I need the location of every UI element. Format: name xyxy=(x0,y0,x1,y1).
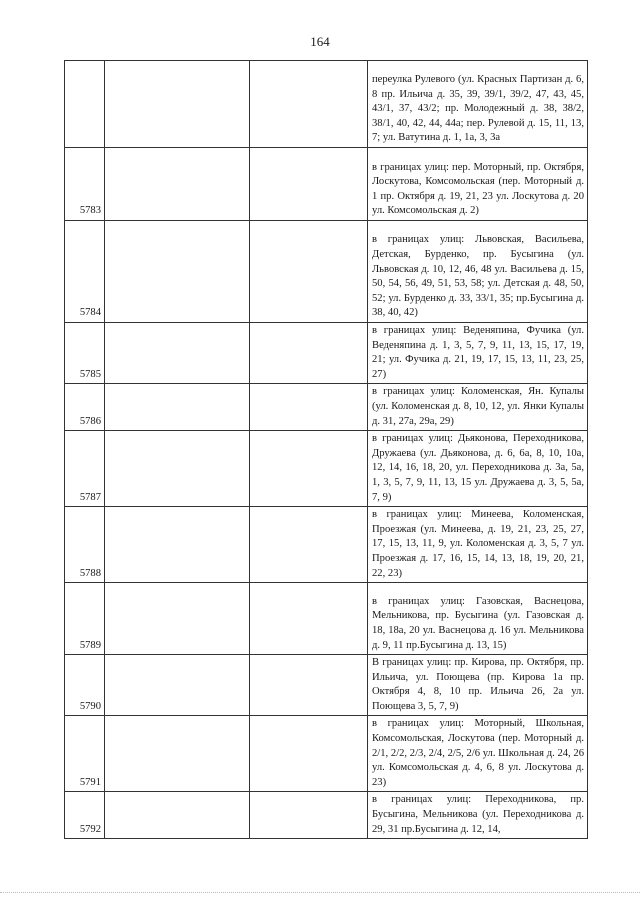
row-number-cell: 5787 xyxy=(65,431,105,507)
empty-cell xyxy=(250,384,368,431)
boundary-description-cell: в границах улиц: пер. Моторный, пр. Октября, Лоскутова, Комсомольская (пер. Моторный д. 1 пр. Октября д. 19, 21, 23 ул. Лоскутова д. 20 ул. Комсомольская д. 2) xyxy=(368,148,588,221)
table-row xyxy=(65,583,588,655)
row-number-cell: 5791 xyxy=(65,716,105,792)
boundary-description-cell: переулка Рулевого (ул. Красных Партизан д. 6, 8 пр. Ильича д. 35, 39, 39/1, 39/2, 47, 43, 45, 43/1, 37, 43/2; пр. Молодежный д. 38, 38/2, 38/1, 40, 42, 44, 44а; пер. Рулевой д. 15, 11, 13, 7; ул. Ватутина д. 1, 1а, 3, 3а xyxy=(368,61,588,148)
empty-cell xyxy=(105,583,250,655)
boundary-description-cell: в границах улиц: Коломенская, Ян. Купалы (ул. Коломенская д. 8, 10, 12, ул. Янки Купалы д. 31, 27а, 29а, 29) xyxy=(368,384,588,431)
empty-cell xyxy=(105,431,250,507)
empty-cell xyxy=(250,583,368,655)
empty-cell xyxy=(105,61,250,148)
boundary-description-cell: в границах улиц: Львовская, Васильева, Детская, Бурденко, пр. Бусыгина (ул. Львовская д. 10, 12, 46, 48 ул. Васильева д. 15, 50, 54, 56, 49, 51, 53, 58; ул. Детская д. 48, 50, 52; ул. Бурденко д. 33, 33/1, 35; пр.Бусыгина д. 38, 40, 42) xyxy=(368,221,588,323)
table-row xyxy=(65,148,588,221)
empty-cell xyxy=(250,61,368,148)
empty-cell xyxy=(250,792,368,839)
row-number-cell: 5788 xyxy=(65,507,105,583)
table-row xyxy=(65,221,588,323)
page-number: 164 xyxy=(310,34,330,49)
empty-cell xyxy=(250,148,368,221)
boundary-description-cell: в границах улиц: Минеева, Коломенская, Проезжая (ул. Минеева, д. 19, 21, 23, 25, 27, 17, 15, 13, 11, 9, ул. Коломенская д. 3, 5, 7 ул. Проезжая д. 17, 16, 15, 14, 13, 18, 19, 20, 21, 22, 23) xyxy=(368,507,588,583)
boundary-description-cell: В границах улиц: пр. Кирова, пр. Октября, пр. Ильича, ул. Поющева (пр. Кирова 1а пр. Октября 4, 8, 10 пр. Ильича 26, 2а ул. Поющева 3, 5, 7, 9) xyxy=(368,655,588,716)
empty-cell xyxy=(105,384,250,431)
table-row xyxy=(65,384,588,431)
table-row xyxy=(65,431,588,507)
empty-cell xyxy=(105,507,250,583)
empty-cell xyxy=(250,323,368,384)
row-number-cell: 5785 xyxy=(65,323,105,384)
polling-districts-table xyxy=(64,60,588,839)
empty-cell xyxy=(105,716,250,792)
boundary-description-cell: в границах улиц: Моторный, Школьная, Комсомольская, Лоскутова (пер. Моторный д. 2/1, 2/2, 2/3, 2/4, 2/5, 2/6 ул. Школьная д. 24, 26 ул. Комсомольская д. 4, 6, 8 ул. Лоскутова д. 23) xyxy=(368,716,588,792)
table-row xyxy=(65,792,588,839)
row-number-cell: 5789 xyxy=(65,583,105,655)
row-number-cell: 5792 xyxy=(65,792,105,839)
table-row xyxy=(65,61,588,148)
empty-cell xyxy=(105,792,250,839)
row-number-cell: 5784 xyxy=(65,221,105,323)
empty-cell xyxy=(105,323,250,384)
table-row xyxy=(65,716,588,792)
empty-cell xyxy=(250,716,368,792)
empty-cell xyxy=(105,655,250,716)
boundary-description-cell: в границах улиц: Переходникова, пр. Бусыгина, Мельникова (ул. Переходникова д. 29, 31 пр.Бусыгина д. 12, 14, xyxy=(368,792,588,839)
row-number-cell: 5786 xyxy=(65,384,105,431)
page-bottom-divider xyxy=(0,892,640,893)
row-number-cell: 5790 xyxy=(65,655,105,716)
row-number-cell xyxy=(65,61,105,148)
boundary-description-cell: в границах улиц: Веденяпина, Фучика (ул. Веденяпина д. 1, 3, 5, 7, 9, 11, 13, 15, 17, 19, 21; ул. Фучика д. 21, 19, 17, 15, 13, 11, 23, 25, 27) xyxy=(368,323,588,384)
boundary-description-cell: в границах улиц: Газовская, Васнецова, Мельникова, пр. Бусыгина (ул. Газовская д. 18, 18а, 20 ул. Васнецова д. 16 ул. Мельникова д. 9, 11 пр.Бусыгина д. 13, 15) xyxy=(368,583,588,655)
empty-cell xyxy=(105,221,250,323)
empty-cell xyxy=(250,221,368,323)
empty-cell xyxy=(105,148,250,221)
empty-cell xyxy=(250,507,368,583)
boundary-description-cell: в границах улиц: Дьяконова, Переходникова, Дружаева (ул. Дьяконова, д. 6, 6а, 8, 10, 10а, 12, 14, 16, 18, 20, ул. Переходникова д. 3а, 5а, 1, 3, 5, 7, 9, 11, 13, 15 ул. Дружаева д. 3, 5, 5а, 7, 9) xyxy=(368,431,588,507)
empty-cell xyxy=(250,655,368,716)
table-row xyxy=(65,507,588,583)
table-row xyxy=(65,655,588,716)
row-number-cell: 5783 xyxy=(65,148,105,221)
table-row xyxy=(65,323,588,384)
empty-cell xyxy=(250,431,368,507)
